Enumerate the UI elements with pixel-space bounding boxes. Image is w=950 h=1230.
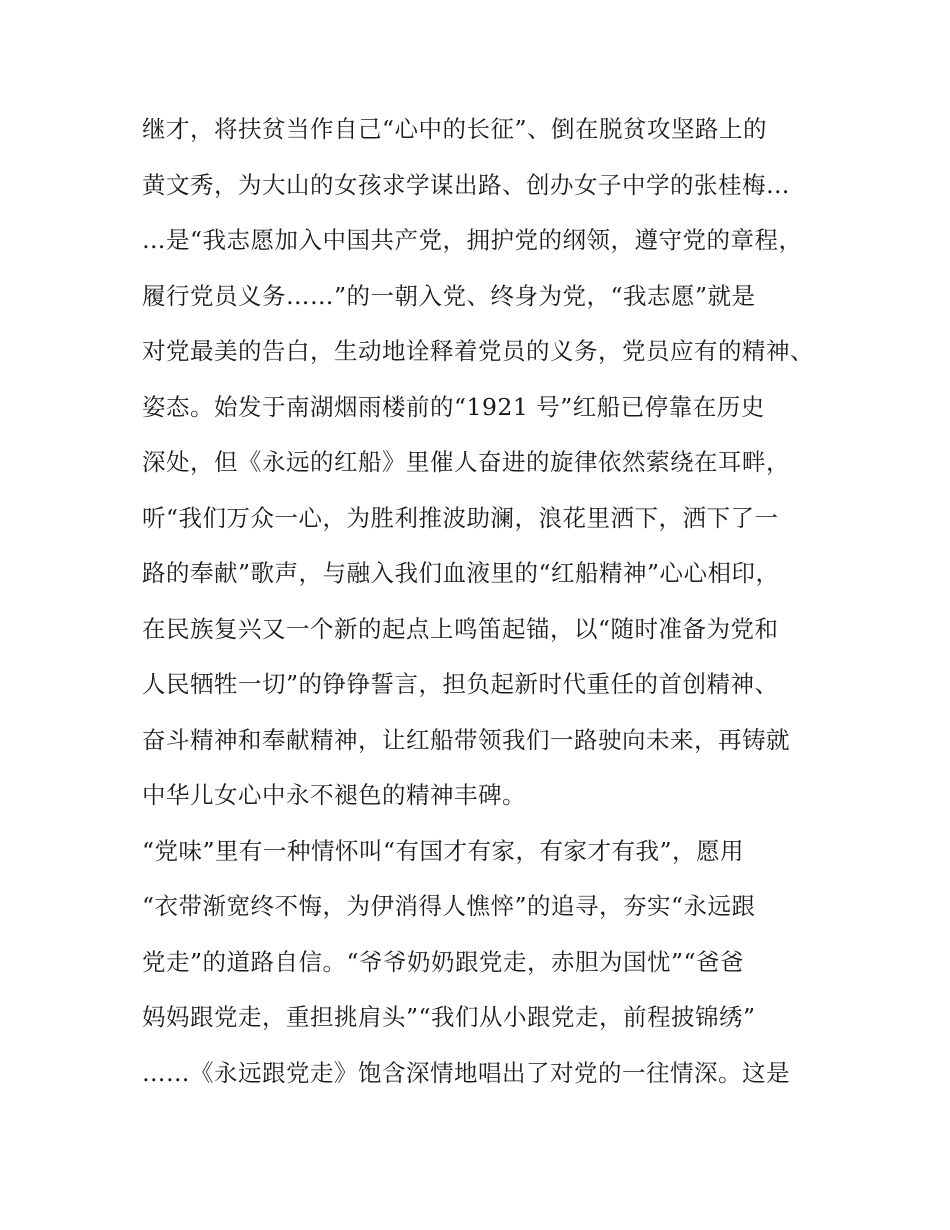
text-line: 听“我们万众一心，为胜利推波助澜，浪花里洒下，洒下了一 [142,503,779,532]
text-line: 妈妈跟党走，重担挑肩头”“我们从小跟党走，前程披锦绣” [142,1003,756,1031]
text-line: 人民牺牲一切”的铮铮誓言，担负起新时代重任的首创精神、 [142,670,779,698]
text-line: 黄文秀，为大山的女孩求学谋出路、创办女子中学的张桂梅… [142,170,790,199]
text-line: 中华儿女心中永不褪色的精神丰碑。 [142,781,526,809]
text-line: 奋斗精神和奉献精神，让红船带领我们一路驶向未来，再铸就 [142,725,790,754]
text-line: 党走”的道路自信。“爷爷奶奶跟党走，赤胆为国忧”“爸爸 [142,947,745,976]
text-line: 姿态。始发于南湖烟雨楼前的“1921 号”红船已停靠在历史 [142,392,765,421]
text-line: “党味”里有一种情怀叫“有国才有家，有家才有我”，愿用 [142,836,745,865]
body-text [142,108,822,1107]
text-line: 深处，但《永远的红船》里催人奋进的旋律依然萦绕在耳畔， [142,448,790,476]
text-line: 在民族复兴又一个新的起点上鸣笛起锚，以“随时准备为党和 [142,614,779,643]
text-line: 履行党员义务……”的一朝入党、终身为党，“我志愿”就是 [142,281,756,310]
text-line: “衣带渐宽终不悔，为伊消得人憔悴”的追寻，夯实“永远跟 [142,892,756,920]
text-line: 对党最美的告白，生动地诠释着党员的义务，党员应有的精神、 [142,337,814,365]
text-line: ……《永远跟党走》饱含深情地唱出了对党的一往情深。这是 [142,1058,790,1087]
text-line: 路的奉献”歌声，与融入我们血液里的“红船精神”心心相印， [142,559,780,587]
text-line: 继才，将扶贫当作自己“心中的长征”、倒在脱贫攻坚路上的 [142,115,768,143]
text-line: …是“我志愿加入中国共产党，拥护党的纲领，遵守党的章程， [142,226,803,254]
